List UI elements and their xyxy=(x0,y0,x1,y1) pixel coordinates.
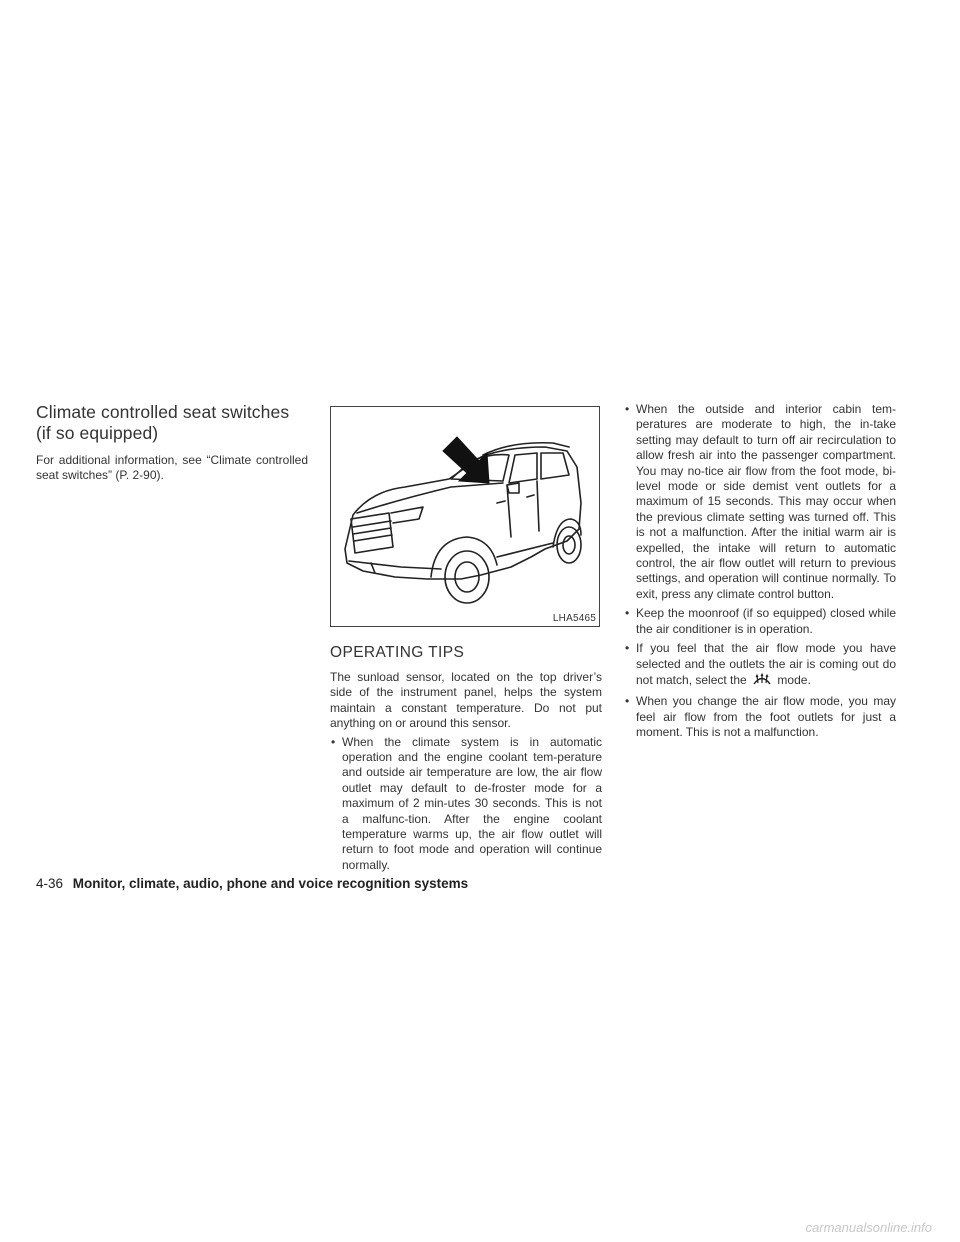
list-item: • When you change the air flow mode, you may feel air flow from the foot outlets for just a moment. This is not a malfunction. xyxy=(624,694,896,740)
vehicle-with-arrow-to-sunload-sensor-illustration xyxy=(331,407,600,627)
column-1 xyxy=(36,402,308,484)
list-item: • When the climate system is in automatic operation and the engine coolant tem-perature and outside air temperature are low, the air flow outlet may default to de-froster mode for a maximum of 2 min-utes 30 seconds. This is not a malfunc-tion. After the engine coolant temperature warms up, the air flow outlet will return to foot mode and operation will continue normally. xyxy=(330,735,602,874)
operating-tips-intro: The sunload sensor, located on the top driver’s side of the instrument panel, helps the system maintain a constant temperature. Do not put anything on or around this sensor. xyxy=(330,670,602,731)
figure-code: LHA5465 xyxy=(552,613,596,624)
vehicle-figure xyxy=(330,406,600,627)
bullet-list-col2 xyxy=(330,735,602,874)
column-3 xyxy=(624,402,896,745)
column-2 xyxy=(330,402,602,877)
arrow-icon xyxy=(443,437,489,483)
page-footer xyxy=(36,876,468,891)
chapter-title: Monitor, climate, audio, phone and voice recognition systems xyxy=(72,876,469,891)
list-item-mode xyxy=(624,641,896,690)
section-body: For additional information, see “Climate controlled seat switches” (P. 2-90). xyxy=(36,453,308,483)
mode-text-before: If you feel that the air flow mode you have selected and the outlets the air is coming out do not match, select the xyxy=(636,641,896,687)
operating-tips-title: OPERATING TIPS xyxy=(330,644,465,661)
watermark: carmanualsonline.info xyxy=(805,1220,932,1235)
list-item: • Keep the moonroof (if so equipped) closed while the air conditioner is in operation. xyxy=(624,606,896,637)
section-title-line-2: (if so equipped) xyxy=(36,423,159,443)
bullet-list-col3 xyxy=(624,402,896,741)
page-number: 4-36 xyxy=(36,876,64,891)
section-title-line-1: Climate controlled seat switches xyxy=(36,402,290,422)
list-item: • When the outside and interior cabin tem-peratures are moderate to high, the in-take setting may default to turn off air recirculation to allow fresh air into the passenger compartment. You may no-tice air flow from the foot mode, bi-level mode or side demist vent outlets for a maximum of 15 seconds. This may occur when the previous climate setting was turned off. This is not a malfunction. After the initial warm air is expelled, the intake will return to automatic control, the air flow outlet will return to previous settings, and operation will continue normally. To exit, press any climate control button. xyxy=(624,402,896,602)
section-title xyxy=(36,402,308,444)
defroster-icon xyxy=(752,672,772,690)
mode-text-after: mode. xyxy=(777,672,811,687)
